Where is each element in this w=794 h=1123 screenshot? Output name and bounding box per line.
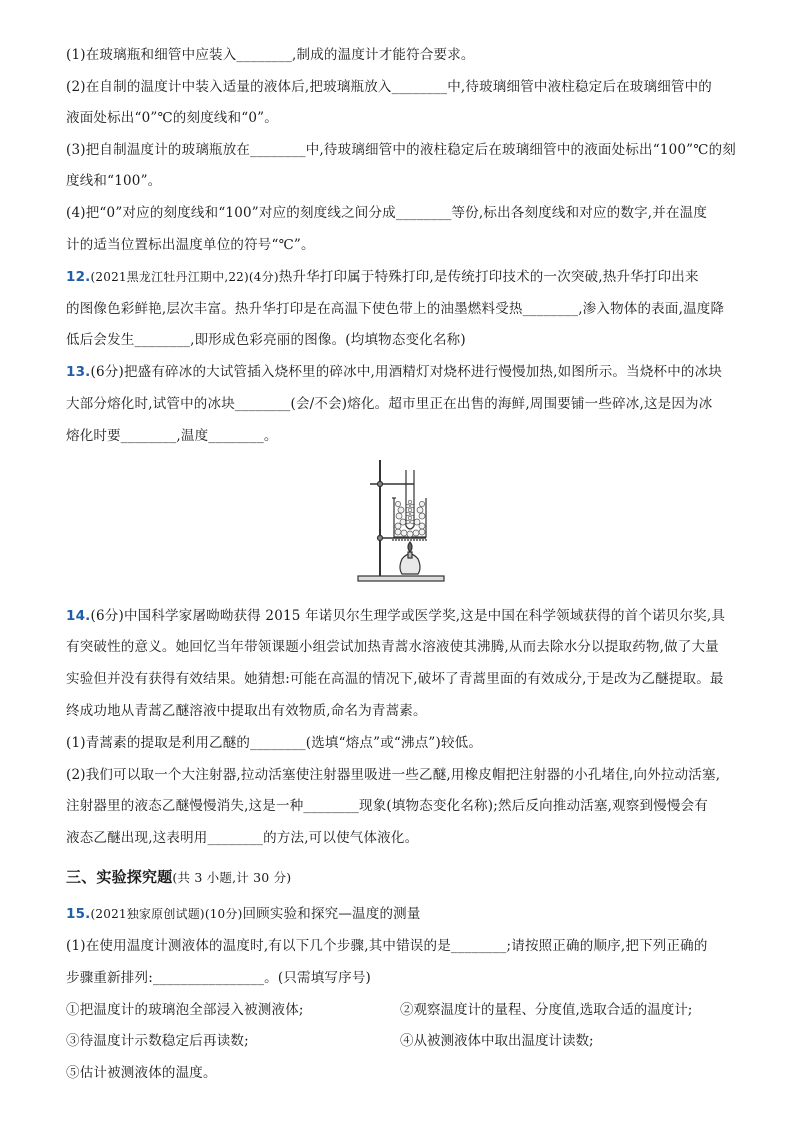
q15-step3: ③待温度计示数稳定后再读数;: [66, 1033, 249, 1049]
q12-source: (2021黑龙江牡丹江期中,22)(4分): [90, 270, 279, 284]
q13-line2: 大部分熔化时,试管中的冰块________(会/不会)熔化。超市里正在出售的海鲜,周围要铺一些碎冰,这是因为冰: [66, 396, 713, 412]
q12-number: 12.: [66, 269, 91, 285]
stand-base: [358, 576, 444, 581]
q11-part2-line1: (2)在自制的温度计中装入适量的液体后,把玻璃瓶放入________中,待玻璃细管中液柱稳定后在玻璃细管中的: [66, 79, 713, 95]
q15-step1: ①把温度计的玻璃泡全部浸入被测液体;: [66, 1002, 304, 1018]
q13-line3: 熔化时要________,温度________。: [66, 428, 278, 444]
q14-line3: 实验但并没有获得有效结果。她猜想:可能在高温的情况下,破坏了青蒿里面的有效成分,于是改为乙醚提取。最: [66, 671, 724, 687]
q11-part3-line2: 度线和“100”。: [66, 173, 162, 189]
q15-step2: ②观察温度计的量程、分度值,选取合适的温度计;: [400, 1002, 693, 1018]
q14-part1: (1)青蒿素的提取是利用乙醚的________(选填“熔点”或“沸点”)较低。: [66, 735, 483, 751]
q15-part1-line1: (1)在使用温度计测液体的温度时,有以下几个步骤,其中错误的是________;请按照正确的顺序,把下列正确的: [66, 938, 708, 954]
q13-text: (6分)把盛有碎冰的大试管插入烧杯里的碎冰中,用酒精灯对烧杯进行慢慢加热,如图所示。当烧杯中的冰块: [90, 364, 723, 380]
q15-line1: [66, 905, 746, 923]
q12-text: 热升华打印属于特殊打印,是传统打印技术的一次突破,热升华打印出来: [278, 269, 699, 285]
q14-line1: [66, 607, 746, 625]
q14-line4: 终成功地从青蒿乙醚溶液中提取出有效物质,命名为青蒿素。: [66, 703, 427, 719]
section-3-heading: [66, 868, 746, 887]
section-3-title: 三、实验探究题: [66, 868, 173, 886]
q14-part2-line1: (2)我们可以取一个大注射器,拉动活塞使注射器里吸进一些乙醚,用橡皮帽把注射器的小孔堵住,向外拉动活塞,: [66, 767, 721, 783]
q14-text: (6分)中国科学家屠呦呦获得 2015 年诺贝尔生理学或医学奖,这是中国在科学领域获得的首个诺贝尔奖,具: [90, 608, 726, 624]
q14-part2-line2: 注射器里的液态乙醚慢慢消失,这是一种________现象(填物态变化名称);然后反向推动活塞,观察到慢慢会有: [66, 798, 708, 814]
q11-part1: (1)在玻璃瓶和细管中应装入________,制成的温度计才能符合要求。: [66, 47, 475, 63]
q15-title: 回顾实验和探究—温度的测量: [242, 906, 421, 922]
q14-line2: 有突破性的意义。她回忆当年带领课题小组尝试加热青蒿水溶液使其沸腾,从而去除水分以提取药物,做了大量: [66, 639, 719, 655]
q14-part2-line3: 液态乙醚出现,这表明用________的方法,可以使气体液化。: [66, 830, 419, 846]
q13-number: 13.: [66, 364, 91, 380]
q11-part4-line1: (4)把“0”对应的刻度线和“100”对应的刻度线之间分成________等份,标出各刻度线和对应的数字,并在温度: [66, 205, 708, 221]
q15-number: 15.: [66, 906, 91, 922]
q11-part4-line2: 计的适当位置标出温度单位的符号“℃”。: [66, 237, 315, 253]
q13-line1: [66, 363, 746, 381]
q12-line3: 低后会发生________,即形成色彩亮丽的图像。(均填物态变化名称): [66, 332, 466, 348]
q15-step4: ④从被测液体中取出温度计读数;: [400, 1033, 594, 1049]
q15-part1-line2: 步骤重新排列:________________。(只需填写序号): [66, 970, 371, 986]
q11-part3-line1: (3)把自制温度计的玻璃瓶放在________中,待玻璃细管中的液柱稳定后在玻璃细管中的液面处标出“100”℃的刻: [66, 142, 736, 158]
ice-in-tube: [406, 500, 414, 524]
q12-line2: 的图像色彩鲜艳,层次丰富。热升华打印是在高温下使色带上的油墨燃料受热________,渗入物体的表面,温度降: [66, 301, 725, 317]
apparatus-figure: [356, 456, 446, 584]
q12-line1: [66, 268, 746, 286]
flame: [408, 542, 412, 552]
section-3-subtitle: (共 3 小题,计 30 分): [172, 870, 292, 885]
q14-number: 14.: [66, 608, 91, 624]
q11-part2-line2: 液面处标出“0”℃的刻度线和“0”。: [66, 110, 278, 126]
q15-step5: ⑤估计被测液体的温度。: [66, 1065, 217, 1081]
q15-source: (2021独家原创试题)(10分): [90, 907, 243, 921]
